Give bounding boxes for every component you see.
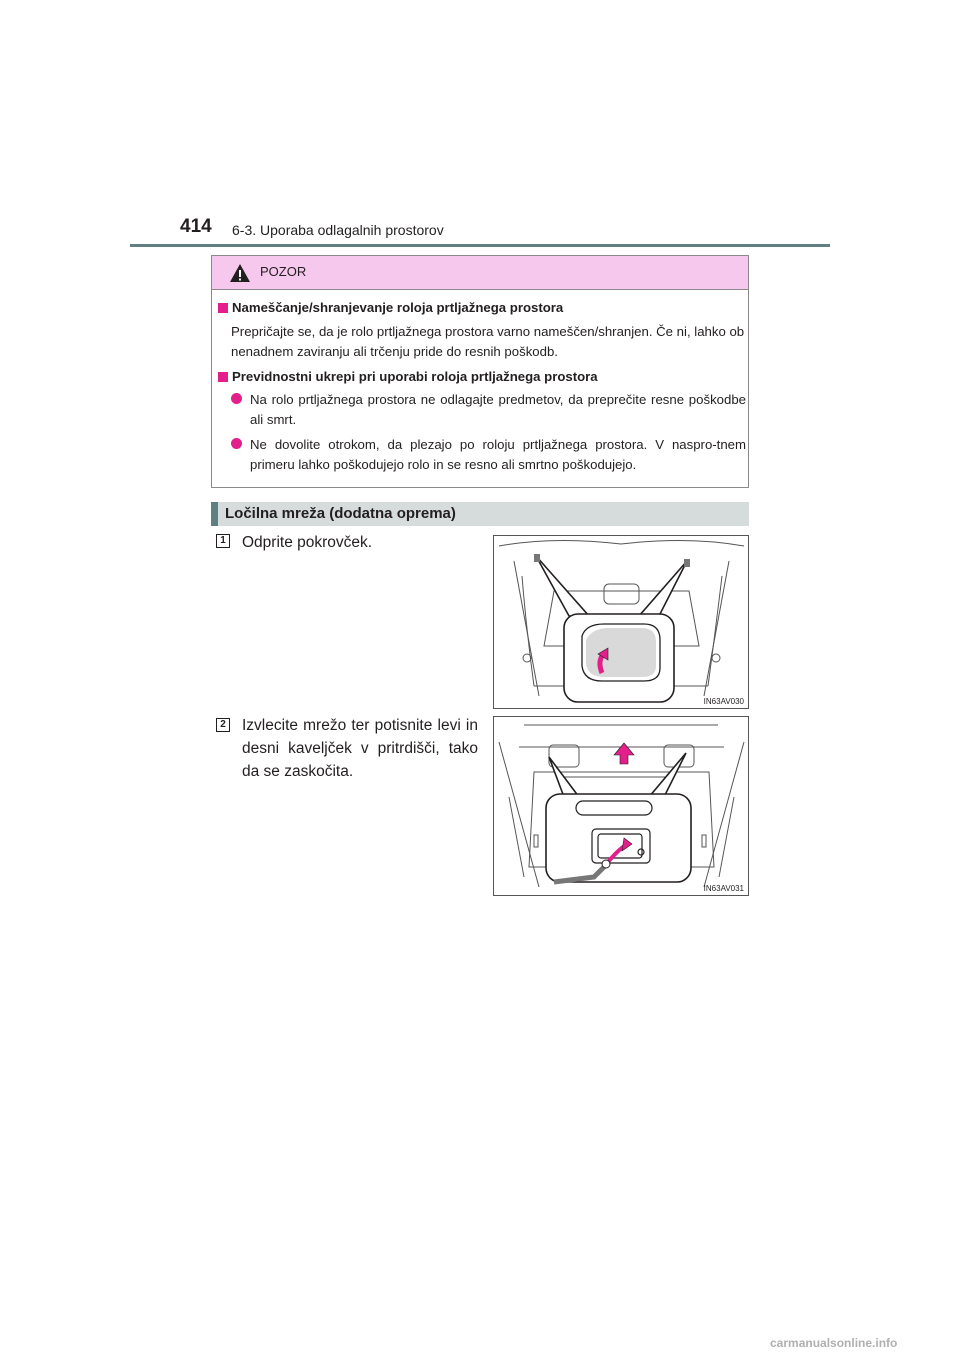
watermark: carmanualsonline.info	[770, 1336, 898, 1350]
image-code: IN63AV031	[703, 884, 744, 893]
caution-paragraph: Prepričajte se, da je rolo prtljažnega prostora varno nameščen/shranjen. Če ni, lahko ob nenadnem zaviranju ali trčenju pride do resnih poškodb.	[231, 324, 745, 359]
round-bullet-icon	[231, 393, 242, 404]
subheading-title: Ločilna mreža (dodatna oprema)	[225, 505, 456, 522]
image-code: IN63AV030	[703, 697, 744, 706]
subheading	[211, 502, 749, 526]
square-bullet-icon	[218, 303, 228, 313]
net-hook-illustration	[494, 717, 748, 895]
step-text-2: Izvlecite mrežo ter potisnite levi in desni kaveljček v pritrdišči, tako da se zaskočita.	[242, 717, 478, 780]
step-badge-2: 2	[216, 718, 230, 732]
page-number: 414	[180, 216, 212, 237]
step-text-1: Odprite pokrovček.	[242, 534, 373, 551]
trunk-cover-illustration	[494, 536, 748, 708]
caution-header	[212, 256, 748, 290]
warning-triangle-icon	[229, 263, 251, 283]
illustration-net-hook	[493, 716, 749, 896]
subheading-bar	[211, 502, 218, 526]
caution-title: POZOR	[260, 264, 307, 279]
caution-box	[211, 255, 749, 488]
caution-bullet: Na rolo prtljažnega prostora ne odlagajte predmetov, da preprečite resne poškodbe ali smrt.	[231, 390, 746, 430]
header-rule	[130, 244, 830, 247]
caution-section-heading: Previdnostni ukrepi pri uporabi roloja prtljažnega prostora	[218, 369, 598, 384]
illustration-open-cover	[493, 535, 749, 709]
section-title: 6-3. Uporaba odlagalnih prostorov	[232, 222, 444, 238]
caution-bullet: Ne dovolite otrokom, da plezajo po roloju prtljažnega prostora. V naspro-tnem primeru lahko poškodujejo rolo in se resno ali smrtno poškodujejo.	[231, 435, 746, 475]
round-bullet-icon	[231, 438, 242, 449]
square-bullet-icon	[218, 372, 228, 382]
step-badge-1: 1	[216, 534, 230, 548]
caution-section-heading: Nameščanje/shranjevanje roloja prtljažnega prostora	[218, 300, 563, 315]
